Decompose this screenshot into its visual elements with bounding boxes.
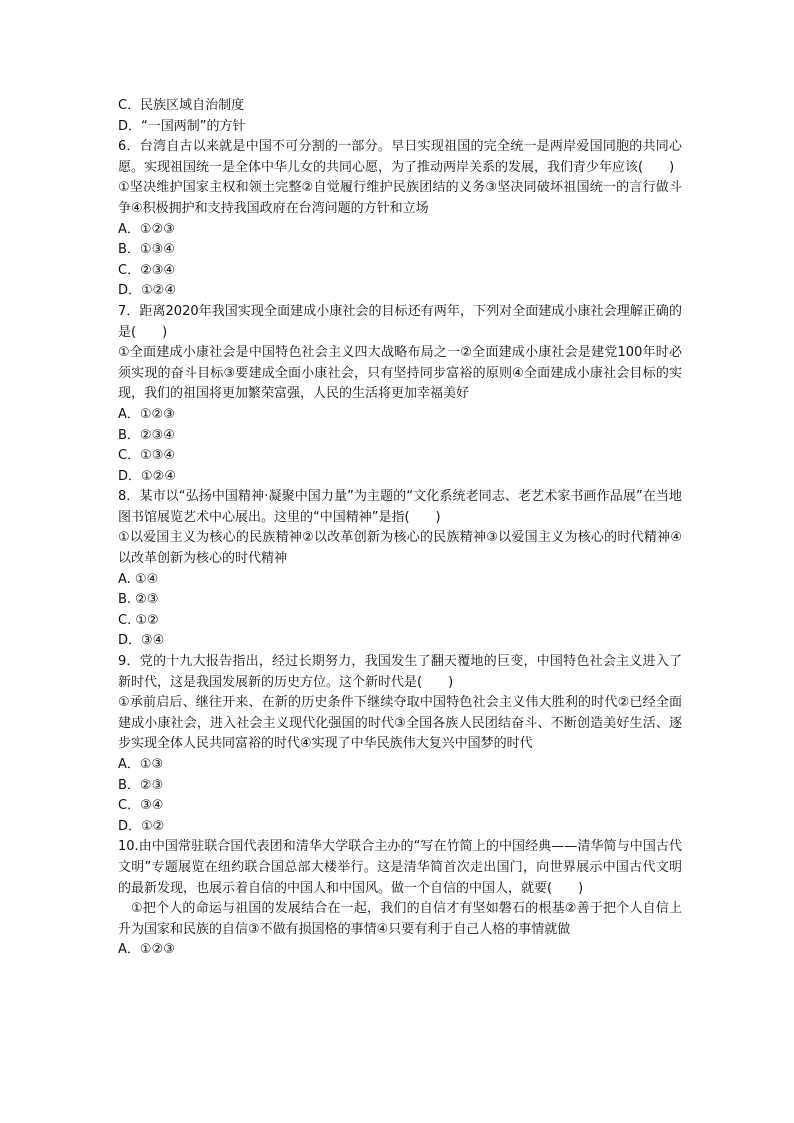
option-a: A．①②③ — [118, 406, 175, 422]
question-statements: ①承前启后、继往开来、在新的历史条件下继续夺取中国特色社会主义伟大胜利的时代②已经全面建成小康社会，进入社会主义现代化强国的时代③全国各族人民团结奋斗、不断创造美好生活、逐步实现全体人民共同富裕的时代④实现了中华民族伟大复兴中国梦的时代 — [118, 695, 682, 752]
option-c: C．①③④ — [118, 448, 176, 464]
question-10 — [118, 837, 682, 961]
question-6 — [118, 137, 682, 302]
question-9 — [118, 652, 682, 837]
question-stem: 8．某市以“弘扬中国精神·凝聚中国力量”为主题的“文化系统老同志、老艺术家书画作品展”在当地图书馆展览艺术中心展出。这里的“中国精神”是指( ) — [118, 489, 682, 525]
option-b: B. ②③ — [118, 592, 159, 608]
option-c: C．②③④ — [118, 262, 176, 278]
question-statements: ①以爱国主义为核心的民族精神②以改革创新为核心的民族精神③以爱国主义为核心的时代精神④以改革创新为核心的时代精神 — [118, 530, 682, 567]
question-stem: 7．距离2020年我国实现全面建成小康社会的目标还有两年，下列对全面建成小康社会理解正确的是( ) — [118, 303, 682, 340]
option-a: A．①②③ — [118, 221, 175, 237]
option-d-previous: D．“一国两制”的方针 — [118, 118, 246, 134]
question-stem: 10.由中国常驻联合国代表团和清华大学联合主办的“写在竹简上的中国经典——清华简与中国古代文明”专题展览在纽约联合国总部大楼举行。这是清华简首次走出国门，向世界展示中国古代文明的最新发现，也展示着自信的中国人和中国风。做一个自信的中国人，就要( ) — [118, 839, 682, 896]
option-c: C. ①② — [118, 612, 159, 628]
option-c: C．③④ — [118, 798, 164, 814]
question-content — [118, 96, 682, 961]
option-d: D．①②④ — [118, 283, 176, 299]
option-a: A. ①④ — [118, 571, 159, 587]
question-7 — [118, 302, 682, 487]
question-statements: ①把个人的命运与祖国的发展结合在一起，我们的自信才有坚如磐石的根基②善于把个人自信上升为国家和民族的自信③不做有损国格的事情④只要有利于自己人格的事情就做 — [118, 901, 682, 937]
option-c-previous: C．民族区域自治制度 — [118, 98, 245, 113]
option-d: D．①② — [118, 818, 165, 834]
option-b: B．②③④ — [118, 427, 175, 443]
question-8 — [118, 487, 682, 652]
option-b: B．②③ — [118, 777, 164, 793]
option-d: D．③④ — [118, 633, 165, 649]
question-statements: ①全面建成小康社会是中国特色社会主义四大战略布局之一②全面建成小康社会是建党100年时必须实现的奋斗目标③要建成全面小康社会，只有坚持同步富裕的原则④全面建成小康社会目标的实现，我们的祖国将更加繁荣富强，人民的生活将更加幸福美好 — [118, 345, 682, 402]
option-a: A．①②③ — [118, 942, 175, 958]
question-stem: 6．台湾自古以来就是中国不可分割的一部分。早日实现祖国的完全统一是两岸爱国同胞的共同心愿。实现祖国统一是全体中华儿女的共同心愿，为了推动两岸关系的发展，我们青少年应该( ) — [118, 139, 682, 175]
question-stem: 9．党的十九大报告指出，经过长期努力，我国发生了翻天覆地的巨变，中国特色社会主义进入了新时代，这是我国发展新的历史方位。这个新时代是( ) — [118, 654, 682, 690]
option-a: A．①③ — [118, 757, 164, 772]
option-d: D．①②④ — [118, 468, 176, 484]
question-statements: ①坚决维护国家主权和领土完整②自觉履行维护民族团结的义务③坚决同破坏祖国统一的言行做斗争④积极拥护和支持我国政府在台湾问题的方针和立场 — [118, 180, 682, 216]
option-b: B．①③④ — [118, 242, 175, 258]
